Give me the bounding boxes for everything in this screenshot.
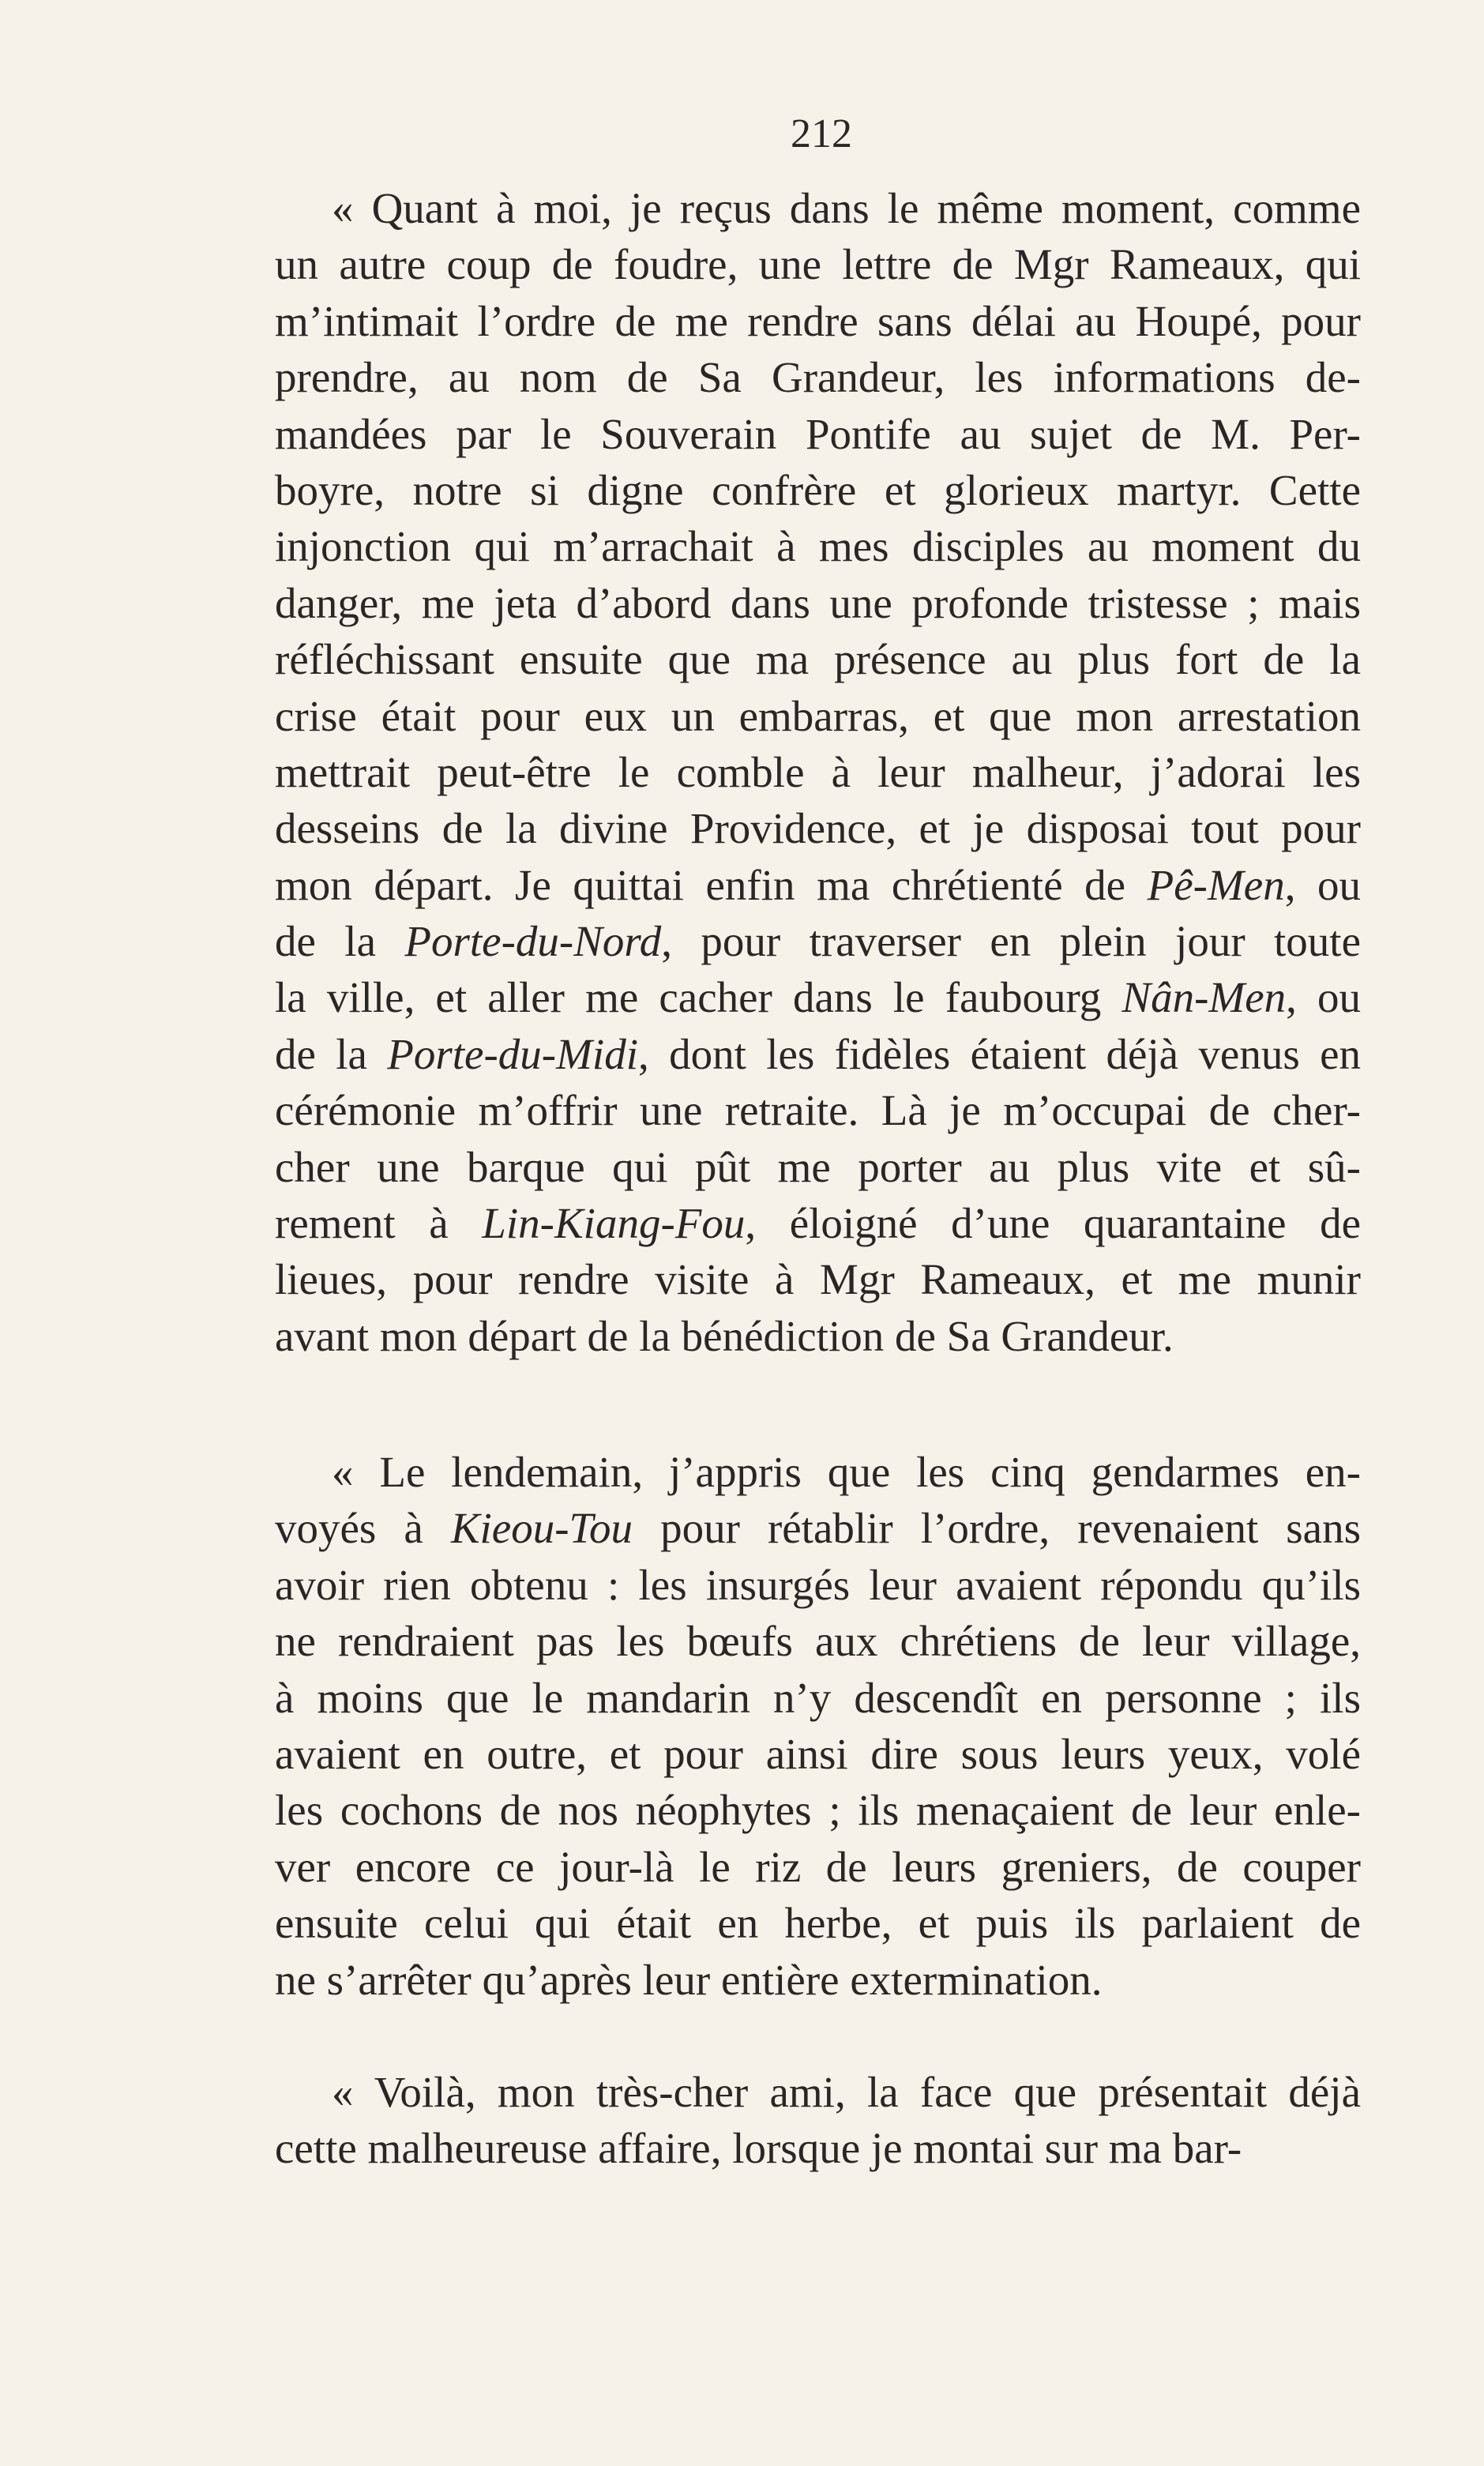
paragraph-1 xyxy=(275,180,1361,1364)
text-line xyxy=(275,1308,1361,1364)
text-segment: à moins que le mandarin n’y descendît en personne ; ils xyxy=(275,1673,1361,1722)
text-segment: avoir rien obtenu : les insurgés leur avaient répondu qu’ils xyxy=(275,1560,1361,1609)
text-line xyxy=(275,1613,1361,1669)
text-segment: m’intimait l’ordre de me rendre sans délai au Houpé, pour xyxy=(275,296,1361,345)
italic-place-name: Pê-Men xyxy=(1147,860,1285,909)
text-line xyxy=(275,1782,1361,1838)
text-line xyxy=(275,406,1361,462)
text-line xyxy=(275,1726,1361,1782)
text-line xyxy=(275,1026,1361,1082)
text-line xyxy=(275,631,1361,687)
text-segment: ne s’arrêter qu’après leur entière extermination. xyxy=(275,1955,1103,2004)
text-segment: cher une barque qui pût me porter au plus vite et sû- xyxy=(275,1142,1361,1191)
text-segment: un autre coup de foudre, une lettre de Mgr Rameaux, qui xyxy=(275,240,1361,289)
italic-place-name: Nân-Men xyxy=(1121,973,1287,1022)
text-segment: prendre, au nom de Sa Grandeur, les informations de- xyxy=(275,353,1361,402)
text-line xyxy=(275,1082,1361,1138)
text-segment: « Voilà, mon très-cher ami, la face que présentait déjà xyxy=(332,2068,1361,2116)
page-number: 212 xyxy=(791,111,852,156)
text-line xyxy=(275,857,1361,913)
text-segment: , pour traverser en plein jour toute xyxy=(661,917,1361,966)
text-segment: mon départ. Je quittai enfin ma chrétienté de xyxy=(275,860,1148,909)
text-segment: de la xyxy=(275,1029,388,1078)
text-segment: mettrait peut-être le comble à leur malheur, j’adorai les xyxy=(275,747,1361,796)
text-segment: rement à xyxy=(275,1199,483,1248)
text-segment: , éloigné d’une quarantaine de xyxy=(745,1199,1361,1248)
text-segment: « Quant à moi, je reçus dans le même moment, comme xyxy=(332,184,1361,232)
text-line xyxy=(275,2064,1361,2120)
italic-place-name: Porte-du-Midi xyxy=(387,1029,638,1078)
text-line xyxy=(275,1139,1361,1195)
text-line xyxy=(275,1670,1361,1726)
italic-place-name: Kieou-Tou xyxy=(450,1504,633,1553)
text-line xyxy=(275,744,1361,800)
text-line xyxy=(275,969,1361,1025)
text-line xyxy=(275,2120,1361,2176)
text-line xyxy=(275,1895,1361,1951)
text-segment: mandées par le Souverain Pontife au sujet de M. Per- xyxy=(275,409,1361,458)
text-segment: , ou xyxy=(1284,860,1362,909)
text-segment: , dont les fidèles étaient déjà venus en xyxy=(637,1029,1361,1078)
paragraph-3 xyxy=(275,2064,1361,2177)
text-segment: ne rendraient pas les bœufs aux chrétiens de leur village, xyxy=(275,1617,1361,1666)
text-segment: ensuite celui qui était en herbe, et puis ils parlaient de xyxy=(275,1899,1361,1948)
text-segment: « Le lendemain, j’appris que les cinq gendarmes en- xyxy=(332,1448,1361,1496)
text-segment: lieues, pour rendre visite à Mgr Rameaux, et me munir xyxy=(275,1255,1361,1304)
text-segment: les cochons de nos néophytes ; ils menaçaient de leur enle- xyxy=(275,1786,1361,1835)
text-segment: cette malheureuse affaire, lorsque je montai sur ma bar- xyxy=(275,2124,1242,2173)
text-segment: injonction qui m’arrachait à mes disciples au moment du xyxy=(275,522,1361,571)
text-segment: danger, me jeta d’abord dans une profonde tristesse ; mais xyxy=(275,578,1361,627)
text-segment: crise était pour eux un embarras, et que mon arrestation xyxy=(275,691,1361,740)
text-segment: réfléchissant ensuite que ma présence au plus fort de la xyxy=(275,635,1361,684)
text-segment: avant mon départ de la bénédiction de Sa Grandeur. xyxy=(275,1311,1174,1360)
text-line xyxy=(275,1195,1361,1251)
text-line xyxy=(275,1952,1361,2008)
text-segment: desseins de la divine Providence, et je disposai tout pour xyxy=(275,804,1361,853)
text-line xyxy=(275,462,1361,518)
text-line xyxy=(275,1500,1361,1556)
paragraph-2 xyxy=(275,1444,1361,2008)
text-line xyxy=(275,1444,1361,1500)
text-segment: pour rétablir l’ordre, revenaient sans xyxy=(633,1504,1361,1553)
text-segment: voyés à xyxy=(275,1504,451,1553)
text-line xyxy=(275,349,1361,405)
italic-place-name: Porte-du-Nord xyxy=(404,917,662,966)
text-segment: boyre, notre si digne confrère et glorieux martyr. Cette xyxy=(275,465,1361,514)
text-segment: avaient en outre, et pour ainsi dire sous leurs yeux, volé xyxy=(275,1729,1361,1778)
text-line xyxy=(275,800,1361,856)
text-line xyxy=(275,1251,1361,1307)
text-line xyxy=(275,1557,1361,1613)
text-line xyxy=(275,236,1361,292)
text-line xyxy=(275,575,1361,631)
text-line xyxy=(275,293,1361,349)
text-segment: la ville, et aller me cacher dans le faubourg xyxy=(275,973,1122,1022)
italic-place-name: Lin-Kiang-Fou xyxy=(482,1199,746,1248)
text-segment: de la xyxy=(275,917,405,966)
text-segment: ver encore ce jour-là le riz de leurs greniers, de couper xyxy=(275,1842,1361,1891)
text-line xyxy=(275,688,1361,744)
text-segment: , ou xyxy=(1286,973,1361,1022)
text-line xyxy=(275,180,1361,236)
text-line xyxy=(275,518,1361,574)
text-segment: cérémonie m’offrir une retraite. Là je m’occupai de cher- xyxy=(275,1086,1361,1135)
text-line xyxy=(275,1839,1361,1895)
text-line xyxy=(275,913,1361,969)
